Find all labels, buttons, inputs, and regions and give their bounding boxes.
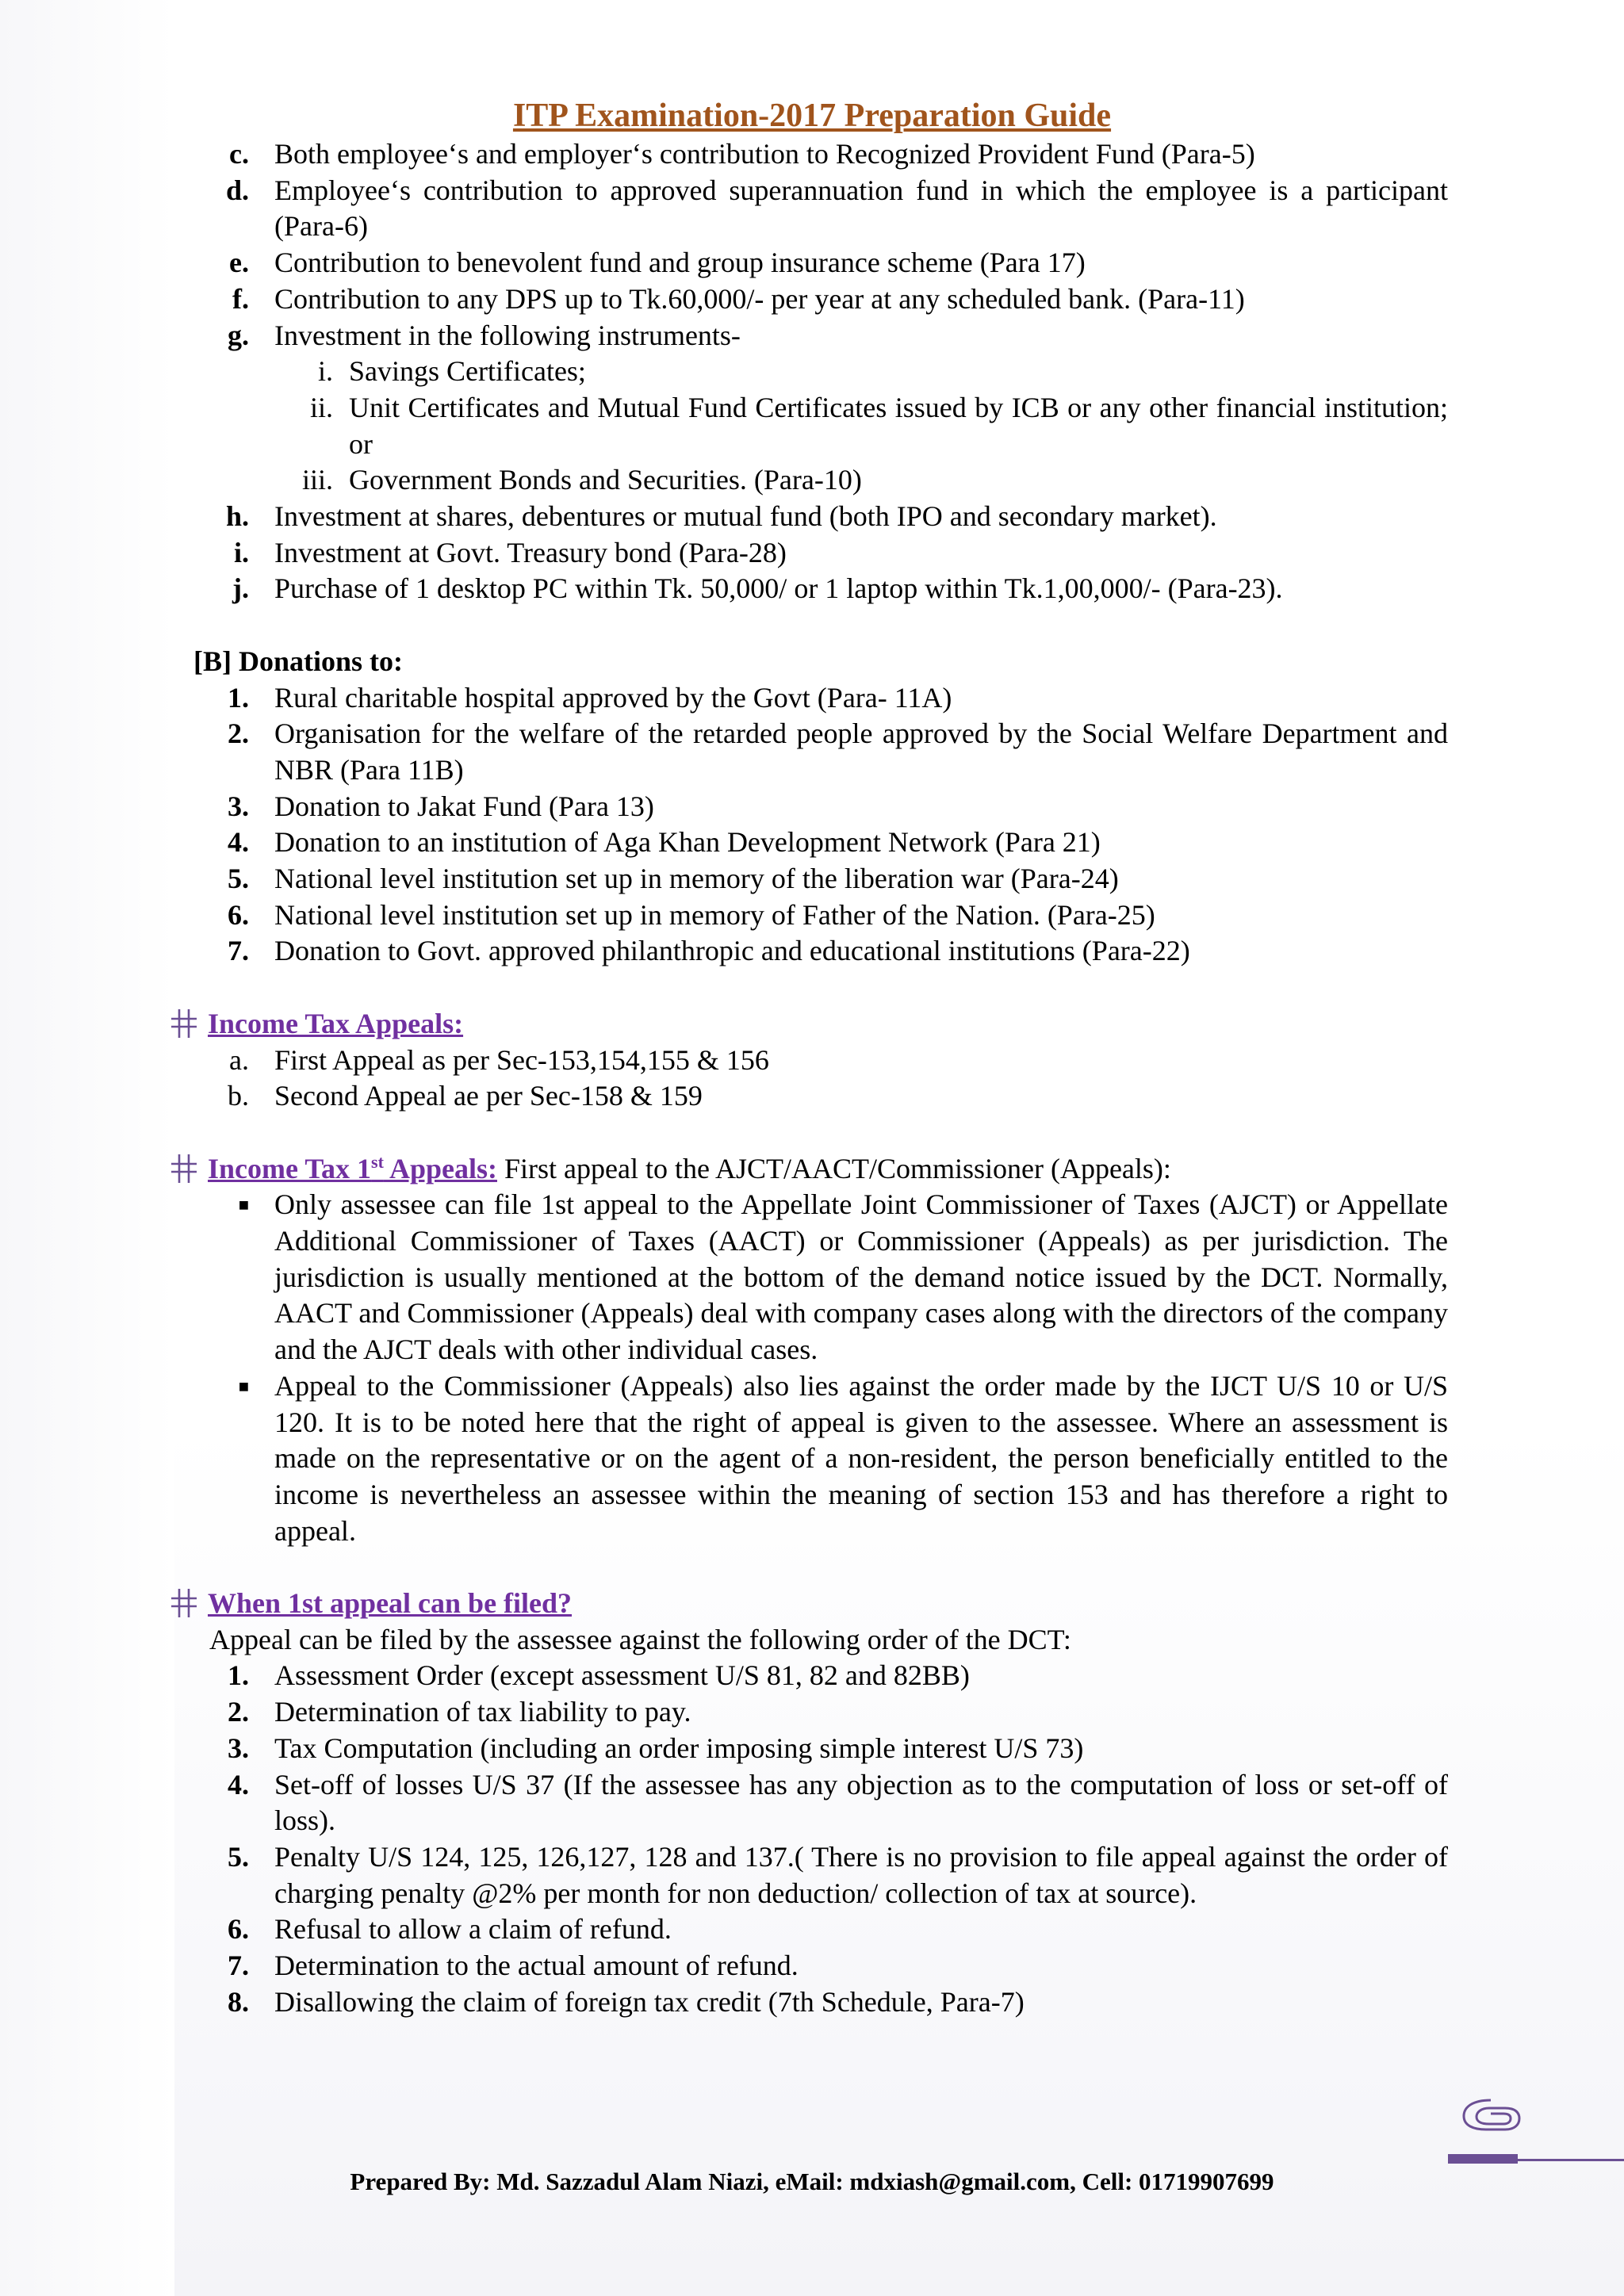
section-heading-when-filed	[184, 1586, 1448, 1622]
square-bullet-icon: ■	[238, 1376, 249, 1396]
sub-list-marker: iii.	[301, 464, 333, 496]
list-item	[184, 1658, 1448, 1694]
section-title: Income Tax Appeals:	[208, 1007, 464, 1039]
list-item-text: Set-off of losses U/S 37 (If the assessee has any objection as to the computation of loss or set-off of loss).	[274, 1768, 1448, 1837]
document-body	[184, 136, 1448, 2021]
list-item-text: First Appeal as per Sec-153,154,155 & 156	[274, 1043, 769, 1076]
list-item	[184, 716, 1448, 788]
bullet-item	[184, 1187, 1448, 1368]
list-marker: 5.	[228, 1840, 249, 1873]
list-item	[184, 173, 1448, 245]
section-heading-first-appeals	[184, 1151, 1448, 1188]
section-bullet-icon	[170, 1008, 198, 1039]
sub-list-marker: ii.	[309, 391, 333, 423]
list-item-text: Donation to an institution of Aga Khan Development Network (Para 21)	[274, 826, 1101, 859]
list-item-text: Second Appeal ae per Sec-158 & 159	[274, 1080, 703, 1112]
list-marker: 2.	[228, 718, 249, 750]
list-item-text: Refusal to allow a claim of refund.	[274, 1913, 672, 1946]
list-item-text: Disallowing the claim of foreign tax credit (7th Schedule, Para-7)	[274, 1985, 1025, 2018]
section-lead-text: First appeal to the AJCT/AACT/Commissioner (Appeals):	[496, 1152, 1171, 1184]
list-marker: f.	[232, 282, 249, 315]
page-number-icon	[1459, 2095, 1522, 2133]
list-marker: e.	[229, 247, 249, 279]
list-marker: 4.	[228, 826, 249, 859]
list-item	[184, 281, 1448, 318]
list-marker: g.	[228, 319, 249, 351]
list-item	[184, 789, 1448, 825]
list-item	[184, 1767, 1448, 1839]
bullet-item-text: Only assessee can file 1st appeal to the Appellate Joint Commissioner of Taxes (AJCT) or Appellate Additional Commissioner of Taxes (AACT) or Commissioner (Appeals) as per jurisdiction. The jurisdiction is usually mentioned at the bottom of the demand notice issued by the DCT. Normally, AACT and Commissioner (Appeals) deal with company cases along with the directors of the company and the AJCT deals with other individual cases.	[274, 1188, 1448, 1366]
list-item-text: Contribution to any DPS up to Tk.60,000/- per year at any scheduled bank. (Para-11)	[274, 282, 1245, 315]
list-marker: 7.	[228, 1950, 249, 1982]
list-item-text: Determination of tax liability to pay.	[274, 1696, 691, 1728]
page-footer: Prepared By: Md. Sazzadul Alam Niazi, eMail: mdxiash@gmail.com, Cell: 01719907699	[350, 2168, 1274, 2195]
page-title: ITP Examination-2017 Preparation Guide	[512, 98, 1112, 134]
spacer	[184, 1549, 1448, 1586]
list-marker: 4.	[228, 1768, 249, 1800]
list-item-text: Investment in the following instruments-	[274, 319, 741, 351]
list-marker: h.	[225, 500, 249, 533]
list-marker: a.	[229, 1043, 249, 1076]
spacer	[184, 970, 1448, 1006]
list-item	[184, 318, 1448, 354]
sub-list-item-text: Government Bonds and Securities. (Para-10)	[349, 464, 862, 496]
section-bullet-icon	[170, 1153, 198, 1184]
list-item-text: Employee‘s contribution to approved superannuation fund in which the employee is a participant (Para-6)	[274, 174, 1448, 243]
section-title: When 1st appeal can be filed?	[208, 1587, 573, 1620]
list-marker: 1.	[228, 681, 249, 714]
sub-list-item	[184, 390, 1448, 462]
list-marker: j.	[232, 572, 249, 605]
list-item	[184, 1911, 1448, 1948]
list-item-text: Determination to the actual amount of refund.	[274, 1950, 799, 1982]
list-item-text: Assessment Order (except assessment U/S 81, 82 and 82BB)	[274, 1659, 970, 1692]
list-item	[184, 1043, 1448, 1079]
list-item	[184, 1731, 1448, 1767]
sub-list-item-text: Savings Certificates;	[349, 355, 586, 388]
list-marker: 1.	[228, 1659, 249, 1692]
list-marker: 6.	[228, 898, 249, 931]
section-title	[208, 1153, 497, 1184]
list-marker: 8.	[228, 1985, 249, 2018]
section-title-text: Income Tax 1	[208, 1152, 372, 1184]
footer-rule-thin	[1518, 2159, 1624, 2161]
list-item-text: Donation to Govt. approved philanthropic and educational institutions (Para-22)	[274, 935, 1190, 967]
sub-list-item-text: Unit Certificates and Mutual Fund Certificates issued by ICB or any other financial institution; or	[349, 391, 1448, 460]
list-marker: 3.	[228, 790, 249, 822]
list-item	[184, 861, 1448, 897]
list-item-text: Contribution to benevolent fund and group insurance scheme (Para 17)	[274, 247, 1086, 279]
list-marker: i.	[233, 536, 249, 568]
section-title-superscript: st	[371, 1151, 384, 1172]
list-item	[184, 897, 1448, 934]
sub-list-item	[184, 354, 1448, 390]
list-item	[184, 499, 1448, 535]
list-item	[184, 1694, 1448, 1731]
list-marker: 2.	[228, 1696, 249, 1728]
list-item	[184, 245, 1448, 281]
list-marker: d.	[225, 174, 249, 206]
list-item	[184, 136, 1448, 173]
page-side-shade	[0, 0, 174, 2296]
list-marker: c.	[229, 138, 249, 170]
spacer	[184, 1115, 1448, 1151]
section-bullet-icon	[170, 1587, 198, 1619]
section-heading-appeals	[184, 1006, 1448, 1043]
list-item-text: Rural charitable hospital approved by the Govt (Para- 11A)	[274, 681, 952, 714]
list-item-text: Investment at shares, debentures or mutual fund (both IPO and secondary market).	[274, 500, 1217, 533]
list-item	[184, 1948, 1448, 1984]
list-item-text: Donation to Jakat Fund (Para 13)	[274, 790, 654, 822]
donations-heading: [B] Donations to:	[193, 645, 404, 677]
list-marker: 6.	[228, 1913, 249, 1946]
sub-list-item	[184, 462, 1448, 499]
list-item	[184, 1078, 1448, 1115]
list-marker: 7.	[228, 935, 249, 967]
list-marker: 5.	[228, 863, 249, 895]
list-item	[184, 680, 1448, 717]
list-marker: 3.	[228, 1732, 249, 1764]
footer-rule	[1448, 2154, 1518, 2164]
list-marker: b.	[228, 1080, 249, 1112]
list-item	[184, 933, 1448, 970]
bullet-item	[184, 1368, 1448, 1550]
list-item-text: Tax Computation (including an order imposing simple interest U/S 73)	[274, 1732, 1084, 1764]
list-item-text: National level institution set up in memory of the liberation war (Para-24)	[274, 863, 1119, 895]
bullet-item-text: Appeal to the Commissioner (Appeals) also lies against the order made by the IJCT U/S 10 or U/S 120. It is to be noted here that the right of appeal is given to the assessee. Where an assessment is made on the representative or on the agent of a non-resident, the person beneficially entitled to the income is nevertheless an assessee within the meaning of section 153 and has therefore a right to appeal.	[274, 1369, 1448, 1547]
list-item-text: Organisation for the welfare of the retarded people approved by the Social Welfare Department and NBR (Para 11B)	[274, 718, 1448, 786]
list-item	[184, 571, 1448, 607]
list-item	[184, 1984, 1448, 2021]
spacer	[184, 607, 1448, 644]
list-item	[184, 535, 1448, 572]
list-item-text: Investment at Govt. Treasury bond (Para-28)	[274, 536, 787, 568]
section-intro: Appeal can be filed by the assessee against the following order of the DCT:	[209, 1623, 1071, 1655]
list-item	[184, 1839, 1448, 1911]
list-item	[184, 825, 1448, 861]
list-item-text: National level institution set up in memory of Father of the Nation. (Para-25)	[274, 898, 1155, 931]
sub-list-marker: i.	[317, 355, 333, 388]
list-item-text: Both employee‘s and employer‘s contribution to Recognized Provident Fund (Para-5)	[274, 138, 1255, 170]
square-bullet-icon: ■	[238, 1195, 249, 1215]
list-item-text: Purchase of 1 desktop PC within Tk. 50,000/ or 1 laptop within Tk.1,00,000/- (Para-23).	[274, 572, 1283, 605]
section-title-text-end: Appeals:	[383, 1152, 497, 1184]
list-item-text: Penalty U/S 124, 125, 126,127, 128 and 137.( There is no provision to file appeal against the order of charging penalty @2% per month for non deduction/ collection of tax at source).	[274, 1840, 1448, 1909]
